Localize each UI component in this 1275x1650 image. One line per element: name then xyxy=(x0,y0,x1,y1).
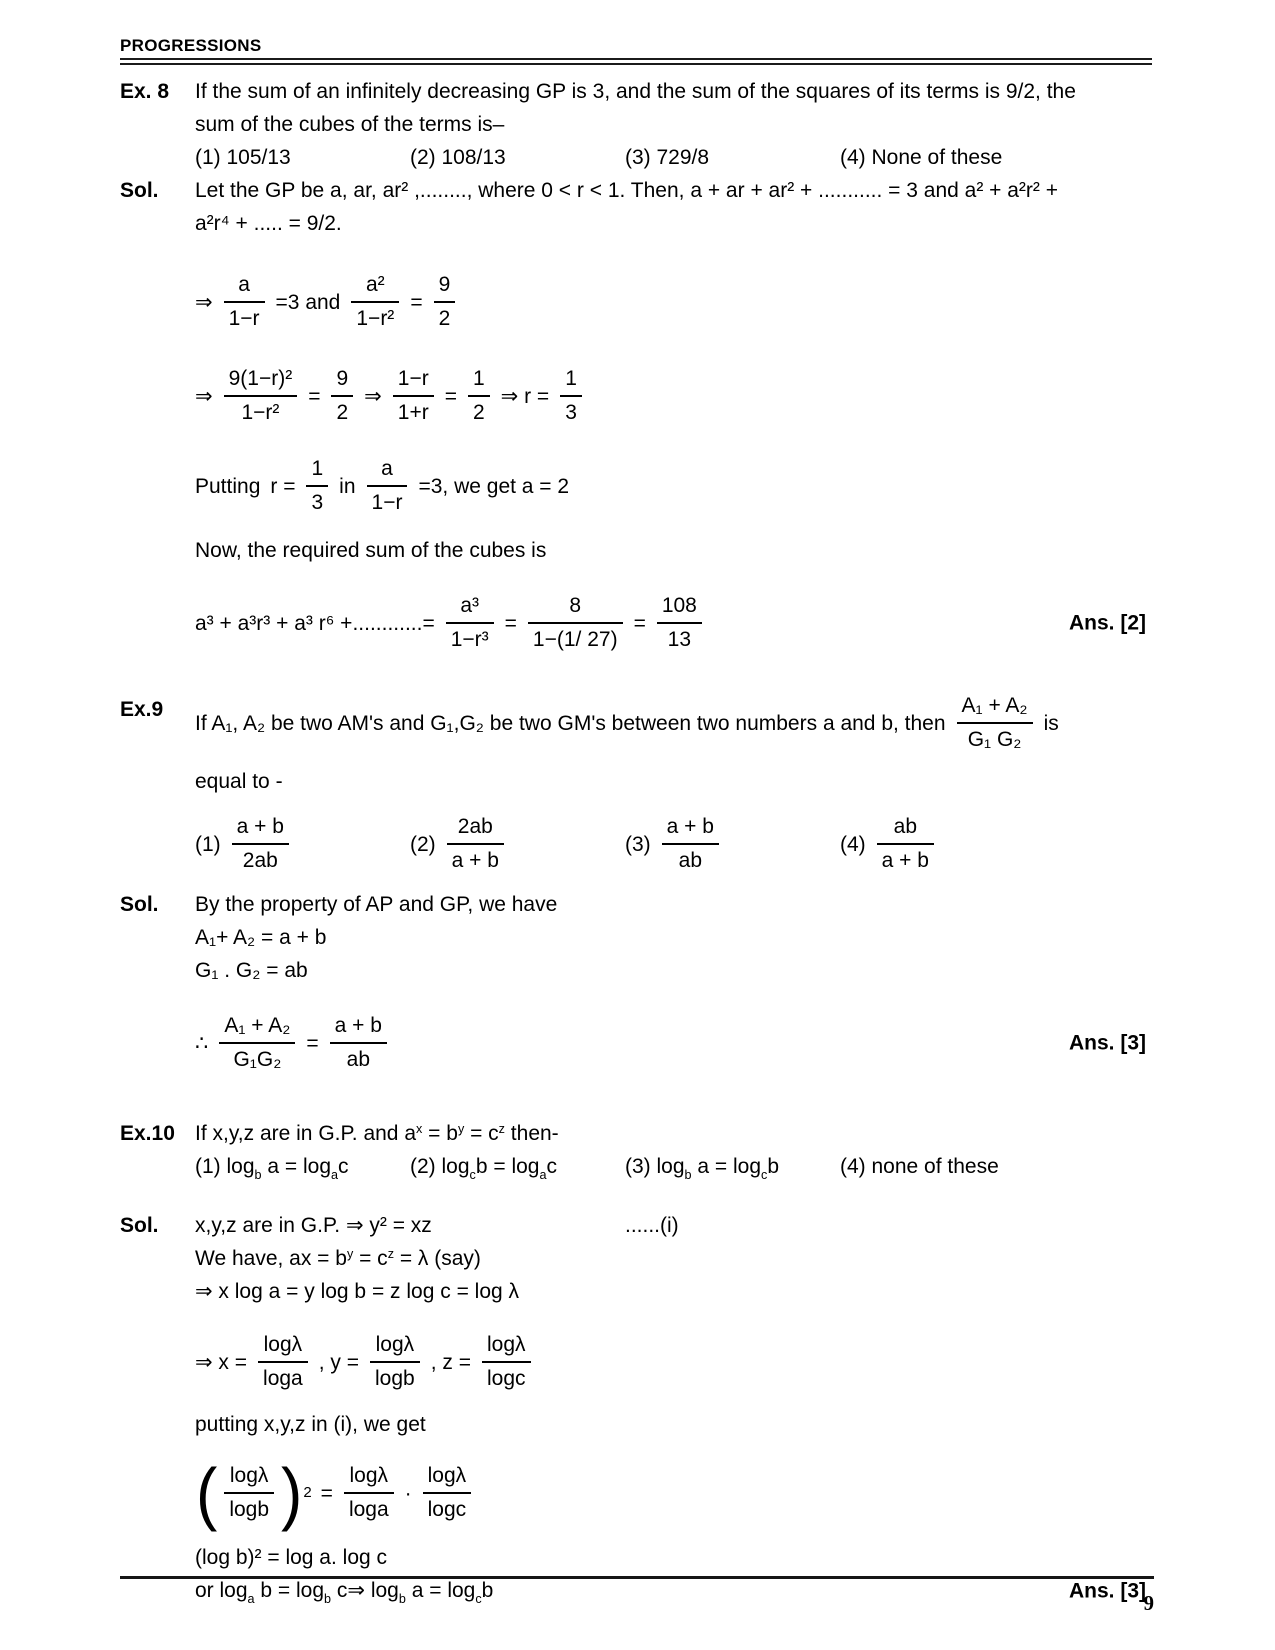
ex9-option-1 xyxy=(195,814,410,874)
ex10-eq2: ( $\frac{\log\lambda}{\log b}$ ) 2 = $\frac{\log\lambda}{\log a}$ · $\frac{\log\lambda}{\log c}$ xyxy=(195,1463,1152,1523)
ex9-options xyxy=(195,814,1152,874)
ex10-options xyxy=(195,1150,1152,1183)
denominator: 3 xyxy=(560,395,582,426)
ex9-question-text xyxy=(195,693,1152,874)
ex9-answer: Ans. [3] xyxy=(1068,1031,1146,1055)
solution-text: We have, ax = b xyxy=(195,1247,347,1270)
option-number: (4) xyxy=(840,832,866,856)
numerator: a² xyxy=(366,273,385,296)
equals-sign: = xyxy=(306,1031,319,1055)
fraction xyxy=(367,456,408,516)
fraction xyxy=(232,814,289,874)
ex8-option-3: (3) 729/8 xyxy=(625,146,710,169)
fraction xyxy=(662,814,719,874)
subscript: a xyxy=(539,1168,547,1182)
denominator: 3 xyxy=(306,485,328,516)
denominator: G₁G₂ xyxy=(219,1042,295,1073)
fraction xyxy=(446,593,494,653)
ex8-option-1: (1) 105/13 xyxy=(195,146,291,169)
implies-symbol: ⇒ xyxy=(195,384,213,408)
equals-sign: = xyxy=(308,384,321,408)
fraction xyxy=(957,693,1033,753)
ex9-solution-block xyxy=(120,888,1152,1073)
ex9-sol-line1: By the property of AP and GP, we have xyxy=(195,893,558,916)
equals-sign: = xyxy=(633,611,646,635)
option-text: a = log xyxy=(261,1155,332,1178)
question-text: = b xyxy=(422,1122,458,1145)
fraction xyxy=(330,1013,387,1073)
denominator: 13 xyxy=(657,622,702,653)
ex8-eq4 xyxy=(195,593,1152,653)
subscript: c xyxy=(469,1168,476,1182)
ex8-eq3 xyxy=(195,456,1152,516)
solution-text: c xyxy=(331,1579,348,1602)
ex10-solution-text xyxy=(195,1209,1152,1607)
ex10-sol-label: Sol. xyxy=(120,1214,159,1237)
numerator: 2ab xyxy=(457,815,493,838)
solution-text: b xyxy=(481,1579,494,1602)
denominator: loga xyxy=(258,1361,308,1392)
math-text: ⇒ x = xyxy=(195,1350,248,1374)
equals-sign: = xyxy=(320,1481,333,1505)
ex10-sol-line2 xyxy=(195,1242,1152,1275)
ex8-question-line2: sum of the cubes of the terms is– xyxy=(195,113,505,136)
denominator: 2 xyxy=(468,395,490,426)
math-text: Putting xyxy=(195,474,261,498)
ex10-sol-line1 xyxy=(195,1209,1152,1242)
ex8-sol-line2: a²r⁴ + ..... = 9/2. xyxy=(195,212,342,235)
ex10-question-text xyxy=(195,1117,1152,1183)
numerator: 1−r xyxy=(397,367,429,390)
ex8-question-block xyxy=(120,75,1152,174)
denominator: 1−r xyxy=(367,485,408,516)
denominator: loga xyxy=(344,1492,394,1523)
implies-symbol: ⇒ log xyxy=(347,1579,399,1602)
ex8-now-line: Now, the required sum of the cubes is xyxy=(195,539,547,562)
fraction xyxy=(258,1332,308,1392)
numerator: a³ xyxy=(460,594,480,617)
fraction xyxy=(657,593,702,653)
equals-sign: = xyxy=(444,384,457,408)
subscript: b xyxy=(398,1592,406,1606)
fraction xyxy=(224,366,298,426)
numerator: 108 xyxy=(661,594,697,617)
equals-sign: = xyxy=(504,611,517,635)
fraction xyxy=(344,1463,394,1523)
question-text: then- xyxy=(504,1122,559,1145)
solution-text: = c xyxy=(353,1247,388,1270)
numerator: 1 xyxy=(311,457,324,480)
ex8-options xyxy=(195,141,1152,174)
ex8-answer: Ans. [2] xyxy=(1068,611,1146,635)
option-text: c xyxy=(546,1155,557,1178)
denominator: 1−r³ xyxy=(446,622,494,653)
implies-symbol: ⇒ r = xyxy=(500,384,550,408)
fraction xyxy=(351,272,399,332)
fraction xyxy=(528,593,623,653)
ex8-solution-text xyxy=(195,174,1152,653)
therefore-symbol: ∴ xyxy=(195,1031,209,1055)
subscript: b xyxy=(324,1592,332,1606)
question-text: = c xyxy=(464,1122,499,1145)
ex8-label: Ex. 8 xyxy=(120,80,170,103)
numerator: logλ xyxy=(229,1464,269,1487)
math-text: =3, we get a = 2 xyxy=(418,474,570,498)
numerator: A₁ + A₂ xyxy=(961,694,1028,717)
question-text: is xyxy=(1043,711,1059,735)
superscript: y xyxy=(457,1122,465,1136)
denominator: G₁ G₂ xyxy=(957,722,1033,753)
ex9-option-2 xyxy=(410,814,625,874)
solution-text: or log xyxy=(195,1579,248,1602)
subscript: a xyxy=(247,1592,255,1606)
numerator: 9 xyxy=(336,367,349,390)
numerator: 1 xyxy=(472,367,485,390)
fraction xyxy=(560,366,582,426)
numerator: logλ xyxy=(375,1333,415,1356)
denominator: 2 xyxy=(434,301,456,332)
numerator: a + b xyxy=(334,1014,382,1037)
denominator: logc xyxy=(482,1361,531,1392)
solution-text: = λ (say) xyxy=(393,1247,481,1270)
page-header xyxy=(120,36,1152,65)
dot-operator: · xyxy=(404,1481,412,1505)
fraction xyxy=(482,1332,531,1392)
ex9-eq1 xyxy=(195,1013,1152,1073)
ex10-option-2 xyxy=(410,1150,625,1183)
option-number: (2) xyxy=(410,832,436,856)
question-text: If x,y,z are in G.P. and a xyxy=(195,1122,417,1145)
ex10-option-1 xyxy=(195,1150,410,1183)
ex8-question-text xyxy=(195,75,1152,174)
math-text: , y = xyxy=(318,1350,360,1374)
fraction xyxy=(219,1013,295,1073)
implies-symbol: ⇒ xyxy=(195,290,213,314)
superscript: x xyxy=(416,1122,423,1136)
denominator: 1−r xyxy=(224,301,265,332)
ex8-solution-block xyxy=(120,174,1152,653)
option-text: b xyxy=(767,1155,780,1178)
option-text: (2) log xyxy=(410,1155,470,1178)
implies-symbol: ⇒ xyxy=(364,384,382,408)
numerator: 9 xyxy=(438,273,451,296)
footer-rule xyxy=(120,1576,1154,1620)
option-text: (3) log xyxy=(625,1155,685,1178)
denominator: logb xyxy=(224,1492,274,1523)
option-text: b = log xyxy=(475,1155,540,1178)
ex9-option-3 xyxy=(625,814,840,874)
option-number: (1) xyxy=(195,832,221,856)
numerator: logλ xyxy=(487,1333,526,1356)
solution-text: a = log xyxy=(405,1579,476,1602)
math-text: , z = xyxy=(430,1350,471,1374)
numerator: 1 xyxy=(565,367,577,390)
denominator: logc xyxy=(423,1492,472,1523)
fraction xyxy=(877,814,934,874)
denominator: 1−r² xyxy=(351,301,399,332)
fraction xyxy=(331,366,353,426)
denominator: ab xyxy=(330,1042,387,1073)
numerator: 8 xyxy=(569,594,582,617)
subscript: c xyxy=(475,1592,482,1606)
denominator: a + b xyxy=(877,843,934,874)
option-text: (1) log xyxy=(195,1155,255,1178)
numerator: 9(1−r)² xyxy=(228,367,293,390)
option-number: (3) xyxy=(625,832,651,856)
ex8-sol-label: Sol. xyxy=(120,179,159,202)
page-number: 9 xyxy=(1143,1591,1154,1615)
ex9-question-line2: equal to - xyxy=(195,770,283,793)
solution-text: x,y,z are in G.P. ⇒ y² = xz xyxy=(195,1214,432,1237)
numerator: a xyxy=(238,273,250,296)
superscript: y xyxy=(346,1247,354,1261)
ex8-sol-line1: Let the GP be a, ar, ar² ,........, where 0 < r < 1. Then, a + ar + ar² + ........... = 3 and a² + a²r² + xyxy=(195,179,1058,202)
ex10-solution-block xyxy=(120,1209,1152,1607)
numerator: A₁ + A₂ xyxy=(224,1014,291,1037)
numerator: ab xyxy=(893,815,917,838)
ex10-question-block xyxy=(120,1117,1152,1183)
numerator: a + b xyxy=(236,815,284,838)
ex8-eq1 xyxy=(195,272,1152,332)
numerator: a + b xyxy=(666,815,714,838)
math-text: r = xyxy=(270,474,296,498)
superscript: z xyxy=(498,1122,505,1136)
fraction xyxy=(224,1463,274,1523)
fraction xyxy=(370,1332,420,1392)
option-text: c xyxy=(338,1155,349,1178)
subscript: b xyxy=(684,1168,692,1182)
numerator: logλ xyxy=(427,1464,467,1487)
ex8-option-2: (2) 108/13 xyxy=(410,146,506,169)
numerator: logλ xyxy=(349,1464,389,1487)
ex10-option-4: (4) none of these xyxy=(840,1155,999,1178)
chapter-title: PROGRESSIONS xyxy=(120,36,262,55)
ex9-sol-line2: A₁+ A₂ = a + b xyxy=(195,926,327,949)
ex9-sol-line3: G₁ . G₂ = ab xyxy=(195,959,308,982)
ex8-question-line1: If the sum of an infinitely decreasing GP is 3, and the sum of the squares of its terms is 9/2, the xyxy=(195,80,1076,103)
ex9-solution-text xyxy=(195,888,1152,1073)
numerator: logλ xyxy=(263,1333,303,1356)
fraction xyxy=(393,366,434,426)
solution-text: b = log xyxy=(254,1579,325,1602)
fraction xyxy=(434,272,456,332)
ex10-sol-line3: ⇒ x log a = y log b = z log c = log λ xyxy=(195,1280,520,1303)
denominator: 1−r² xyxy=(224,395,298,426)
subscript: a xyxy=(331,1168,339,1182)
fraction xyxy=(423,1463,472,1523)
denominator: 1+r xyxy=(393,395,434,426)
denominator: logb xyxy=(370,1361,420,1392)
option-text: a = log xyxy=(691,1155,762,1178)
ex8-eq2 xyxy=(195,366,1152,426)
math-text: in xyxy=(339,474,356,498)
ex9-sol-label: Sol. xyxy=(120,893,159,916)
ex10-sol-line5: (log b)² = log a. log c xyxy=(195,1546,388,1569)
denominator: 1−(1/ 27) xyxy=(528,622,623,653)
math-text: =3 and xyxy=(275,290,341,314)
denominator: 2ab xyxy=(232,843,289,874)
ex10-label: Ex.10 xyxy=(120,1122,175,1145)
subscript: b xyxy=(254,1168,262,1182)
ex9-question-block xyxy=(120,693,1152,874)
denominator: a + b xyxy=(447,843,504,874)
header-rule xyxy=(120,58,1152,65)
equals-sign: = xyxy=(410,290,423,314)
ex10-answer: Ans. [3] xyxy=(1068,1579,1146,1602)
ex9-question-line1 xyxy=(195,693,1152,753)
math-text: a³ + a³r³ + a³ r⁶ +............= xyxy=(195,611,435,635)
superscript: z xyxy=(387,1247,394,1261)
ex9-option-4 xyxy=(840,814,940,874)
fraction xyxy=(224,272,265,332)
ex8-option-4: (4) None of these xyxy=(840,146,1003,169)
ex10-question-line1 xyxy=(195,1117,1152,1150)
question-text: If A₁, A₂ be two AM's and G₁,G₂ be two GM's between two numbers a and b, then xyxy=(195,711,946,735)
equation-ref: ......(i) xyxy=(625,1214,679,1237)
ex10-sol-line4: putting x,y,z in (i), we get xyxy=(195,1413,426,1436)
fraction xyxy=(447,814,504,874)
ex9-label: Ex.9 xyxy=(120,698,164,721)
ex10-eq1 xyxy=(195,1332,1152,1392)
denominator: 2 xyxy=(331,395,353,426)
fraction xyxy=(468,366,490,426)
fraction xyxy=(306,456,328,516)
ex10-option-3 xyxy=(625,1150,840,1183)
numerator: a xyxy=(381,457,393,480)
denominator: ab xyxy=(662,843,719,874)
subscript: c xyxy=(761,1168,768,1182)
